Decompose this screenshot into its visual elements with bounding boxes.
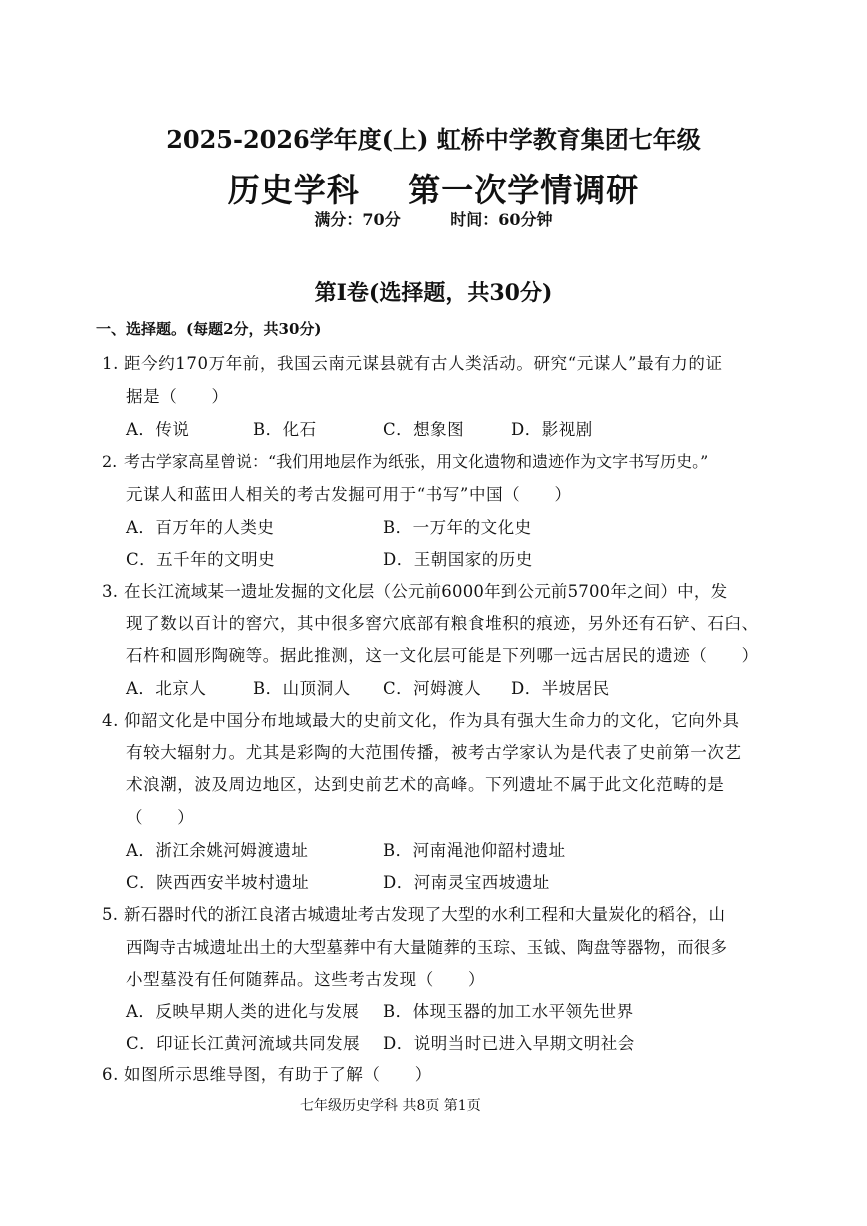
question-5-line-2: 西陶寺古城遗址出土的大型墓葬中有大量随葬的玉琮、玉钺、陶盘等器物，而很多	[126, 938, 728, 957]
q4-option-a: A．浙江余姚河姆渡遗址	[126, 841, 309, 860]
question-number: 3.	[102, 582, 119, 601]
exam-subject-title: 历史学科 第一次学情调研	[227, 171, 640, 209]
q2-option-b: B．一万年的文化史	[383, 518, 532, 537]
time-limit: 时间：60分钟	[450, 210, 553, 229]
q3-option-d: D．半坡居民	[511, 679, 610, 698]
q5-option-b: B．体现玉器的加工水平领先世界	[383, 1002, 634, 1021]
q5-option-c: C．印证长江黄河流域共同发展	[126, 1034, 361, 1053]
question-4-line-1: 4. 仰韶文化是中国分布地域最大的史前文化，作为具有强大生命力的文化，它向外具	[102, 711, 740, 730]
q4-option-c: C．陕西西安半坡村遗址	[126, 873, 310, 892]
question-1-line-2: 据是（ ）	[126, 387, 229, 406]
exam-school-title: 2025-2026学年度(上) 虹桥中学教育集团七年级	[166, 125, 701, 154]
q4-option-b: B．河南渑池仰韶村遗址	[383, 841, 566, 860]
q2-option-d: D．王朝国家的历史	[383, 550, 533, 569]
section-title: 第I卷(选择题，共30分)	[314, 280, 553, 306]
q3-option-a: A．北京人	[126, 679, 207, 698]
question-4-line-4: （ ）	[126, 808, 195, 827]
question-5-line-3: 小型墓没有任何随葬品。这些考古发现（ ）	[126, 970, 486, 989]
question-number: 6.	[102, 1065, 119, 1084]
question-2-line-1: 2. 考古学家高星曾说：“我们用地层作为纸张，用文化遗物和遗迹作为文字书写历史。”	[102, 452, 709, 471]
question-3-line-2: 现了数以百计的窖穴，其中很多窖穴底部有粮食堆积的痕迹，另外还有石铲、石臼、	[126, 614, 759, 633]
question-number: 2.	[102, 452, 118, 471]
q2-option-a: A．百万年的人类史	[126, 518, 275, 537]
q1-option-a: A．传说	[126, 420, 190, 439]
q1-option-c: C．想象图	[383, 420, 465, 439]
q1-option-b: B．化石	[253, 420, 317, 439]
question-6-line-1: 6. 如图所示思维导图，有助于了解（ ）	[102, 1065, 432, 1084]
question-4-line-2: 有较大辐射力。尤其是彩陶的大范围传播，被考古学家认为是代表了史前第一次艺	[126, 743, 742, 762]
question-2-line-2: 元谋人和蓝田人相关的考古发掘可用于“书写”中国（ ）	[126, 485, 572, 504]
page-footer: 七年级历史学科 共8页 第1页	[300, 1098, 481, 1114]
question-number: 4.	[102, 711, 119, 730]
question-5-line-1: 5. 新石器时代的浙江良渚古城遗址考古发现了大型的水利工程和大量炭化的稻谷，山	[102, 905, 726, 924]
q1-option-d: D．影视剧	[511, 420, 593, 439]
question-3-line-1: 3. 在长江流域某一遗址发掘的文化层（公元前6000年到公元前5700年之间）中，发	[102, 582, 728, 601]
question-4-line-3: 术浪潮，波及周边地区，达到史前艺术的高峰。下列遗址不属于此文化范畴的是	[126, 775, 725, 794]
q5-option-a: A．反映早期人类的进化与发展	[126, 1002, 360, 1021]
question-3-line-3: 石杵和圆形陶碗等。据此推测，这一文化层可能是下列哪一远古居民的遗迹（ ）	[126, 646, 759, 665]
q3-option-b: B．山顶洞人	[253, 679, 351, 698]
q2-option-c: C．五千年的文明史	[126, 550, 276, 569]
part-title: 一、选择题。(每题2分，共30分)	[96, 320, 322, 338]
exam-meta	[0, 207, 867, 230]
q5-option-d: D．说明当时已进入早期文明社会	[383, 1034, 635, 1053]
question-number: 1.	[102, 354, 119, 373]
question-1-line-1: 1. 距今约170万年前，我国云南元谋县就有古人类活动。研究“元谋人”最有力的证	[102, 354, 723, 373]
q3-option-c: C．河姆渡人	[383, 679, 482, 698]
question-number: 5.	[102, 905, 119, 924]
full-score: 满分：70分	[314, 210, 401, 229]
q4-option-d: D．河南灵宝西坡遗址	[383, 873, 550, 892]
